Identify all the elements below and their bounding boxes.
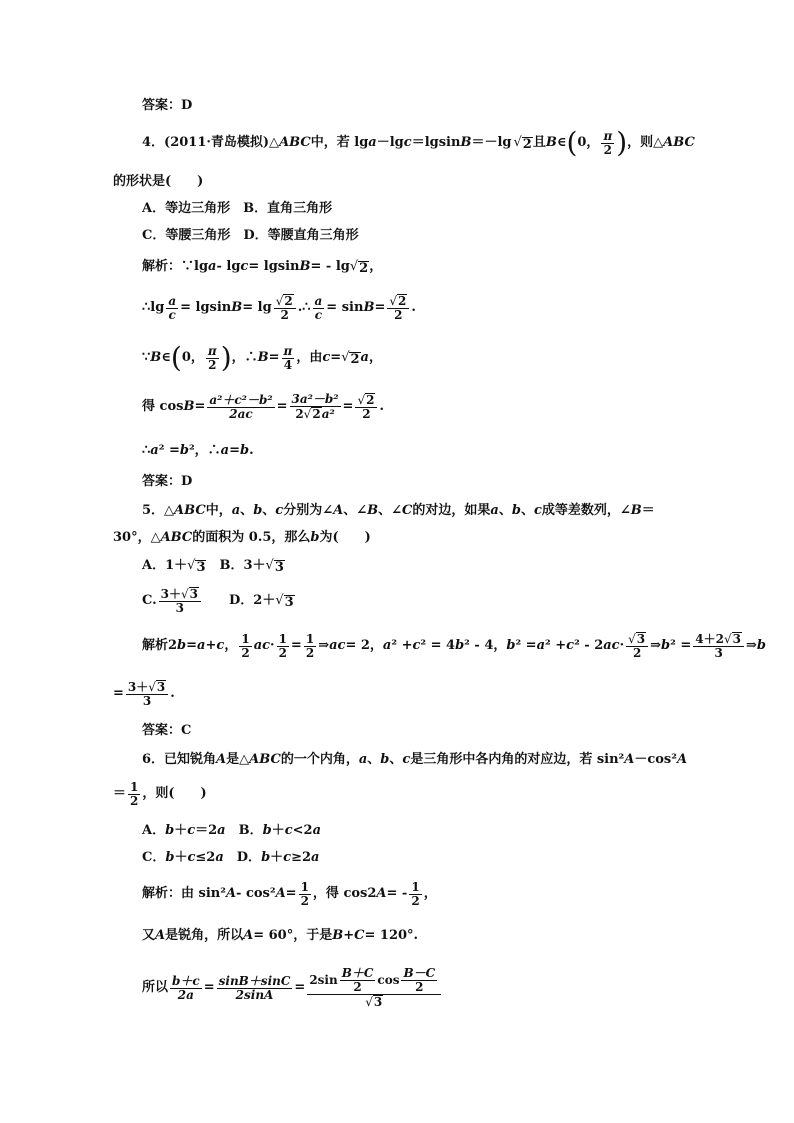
- solution-6-line-3: 所以 $\frac{b+c}{2a}$ = $\frac{\sin B+\sin C}{2\sin A}$ = 2sin $\frac{B+C}{2}$ cos $\frac{B-C}{2}$ √ 3: [142, 958, 443, 1018]
- solution-5-line-2: = 3＋ √ 3 3 .: [113, 680, 175, 708]
- solution-4-line-2: ∴lg $\frac{a}{c}$ = lgsin B = lg √ 2 2 .∴ $\frac{a}{c}$ = sin B = √ 2 2 .: [142, 293, 416, 322]
- question-6-stem: 6．已知锐角 A 是△ ABC 的一个内角， a 、 b 、 c 是三角形中各内角的对应边，若 sin² A －cos² A: [142, 752, 688, 767]
- solution-6-line-2: 又 A 是锐角，所以 A = 60°，于是 B + C = 120°.: [142, 928, 419, 943]
- solution-5-line-1: 解析2 b = a + c ， $\frac{1}{2}$ ac · $\frac{1}{2}$ = $\frac{1}{2}$ ⇒ ac = 2， a ² + c ² = 4 b ² - 4， b ² = a ² + c ² - 2 ac · √ 3 2 ⇒ b ² = 4＋2 √ 3 3 ⇒ b: [142, 631, 766, 660]
- answer-3: 答案：D: [142, 98, 193, 113]
- question-5-stem-cont: 30°，△ ABC 的面积为 0.5，那么 b 为( ): [113, 530, 371, 545]
- solution-6-line-1: 解析：由 sin² A - cos² A = $\frac{1}{2}$ ，得 cos2 A = - $\frac{1}{2}$ ，: [142, 879, 437, 908]
- solution-4-line-3: ∵ B ∈ ( 0， $\frac{\pi}{2}$ ) ，∴ B = $\frac{\pi}{4}$ ，由 c = √ 2 a ，: [142, 341, 382, 374]
- question-6-options-cd: C． b ＋ c ≤2 a D． b ＋ c ≥2 a: [142, 850, 320, 865]
- question-4-stem-cont: 的形状是( ): [113, 174, 204, 189]
- question-5-stem: 5．△ ABC 中， a 、 b 、 c 分别为∠ A 、∠ B 、∠ C 的对边，如果 a 、 b 、 c 成等差数列，∠ B ＝: [142, 503, 655, 518]
- question-6-options-ab: A． b ＋ c ＝2 a B． b ＋ c <2 a: [142, 823, 322, 838]
- question-5-options-ab: A．1＋ √ 3 B．3＋ √ 3: [142, 558, 284, 575]
- question-4-options-cd: C．等腰三角形 D．等腰直角三角形: [142, 228, 359, 243]
- question-6-stem-cont: ＝ $\frac{1}{2}$ ，则( ): [113, 779, 207, 808]
- question-4-options-ab: A．等边三角形 B．直角三角形: [142, 201, 333, 216]
- question-4-stem: 4．(2011·青岛模拟)△ ABC 中，若 lg a －lg c ＝lgsin B ＝－lg √ 2 且 B ∈ ( 0， $\frac{\pi}{2}$ ) ，则△ ABC: [142, 126, 695, 159]
- answer-4: 答案：D: [142, 474, 193, 489]
- solution-4-line-5: ∴ a ² = b ²，∴ a = b .: [142, 443, 254, 458]
- answer-5: 答案：C: [142, 723, 192, 738]
- solution-4-line-4: 得 cos B = $\frac{\text{a²＋c²－b²}}{2ac}$ = 3a²－b² 2 √ 2 a² = √ 2 2 .: [142, 392, 384, 421]
- solution-4-line-1: 解析：∵lg a - lg c = lgsin B = - lg √ 2 ，: [142, 259, 383, 276]
- question-5-options-cd: C. 3＋ √ 3 3 D．2＋ √ 3: [142, 587, 294, 615]
